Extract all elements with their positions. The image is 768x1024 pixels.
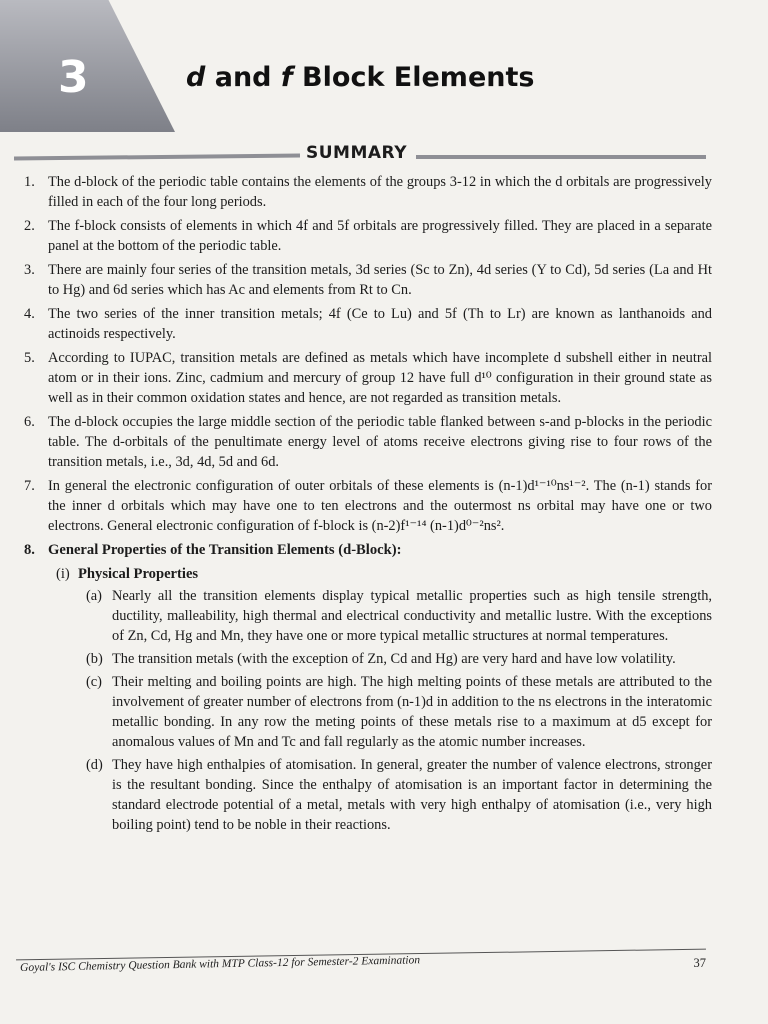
chapter-title-rest: Block Elements <box>292 62 535 93</box>
item-number: 7. <box>24 478 35 494</box>
subsection-label: Physical Properties <box>78 566 199 582</box>
point-letter: (a) <box>86 588 102 604</box>
summary-item <box>24 304 712 344</box>
point-text: Their melting and boiling points are high. The high melting points of these metals are attributed to the involvement of greater number of electrons from (n-1)d in addition to the ns electrons in the interatomic metallic bonding. In any row the meting points of these metals rise to a maximum at d5 except for anomalous values of Mn and Tc and fall regularly as the atomic number increases. <box>112 674 712 750</box>
summary-item <box>24 172 712 212</box>
property-point <box>24 586 712 646</box>
summary-item <box>24 412 712 472</box>
point-text: The transition metals (with the exception of Zn, Cd and Hg) are very hard and have low volatility. <box>112 651 676 667</box>
summary-label: SUMMARY <box>306 143 408 163</box>
point-text: Nearly all the transition elements display typical metallic properties such as high tensile strength, ductility, malleability, high thermal and electrical conductivity and metallic lustre. With the exceptions of Zn, Cd, Hg and Mn, they have one or more typical metallic structures at normal temperatures. <box>112 588 712 644</box>
summary-item <box>24 260 712 300</box>
summary-item <box>24 476 712 536</box>
item-text: The d-block of the periodic table contains the elements of the groups 3-12 in which the d orbitals are progressively filled in each of the four long periods. <box>48 174 712 210</box>
summary-item <box>24 216 712 256</box>
section-number: 8. <box>24 542 35 558</box>
summary-header <box>14 143 706 165</box>
chapter-title <box>186 62 534 93</box>
summary-list <box>24 172 712 838</box>
item-number: 6. <box>24 414 35 430</box>
summary-rule-left <box>14 154 300 161</box>
property-point <box>24 649 712 669</box>
chapter-title-f: f <box>280 62 293 93</box>
item-text: The two series of the inner transition metals; 4f (Ce to Lu) and 5f (Th to Lr) are known as lanthanoids and actinoids respectively. <box>48 306 712 342</box>
subsection-numeral: (i) <box>56 566 70 582</box>
item-number: 4. <box>24 306 35 322</box>
item-text: In general the electronic configuration of outer orbitals of these elements is (n-1)d¹⁻¹⁰ns¹⁻². The (n-1) stands for the inner d orbitals which may have one to ten electrons and the outermost ns orbital may have one or two electrons. General electronic configuration of f-block is (n-2)f¹⁻¹⁴ (n-1)d⁰⁻²ns². <box>48 478 712 534</box>
property-point <box>24 755 712 835</box>
chapter-title-d: d <box>186 62 206 93</box>
item-text: According to IUPAC, transition metals are defined as metals which have incomplete d subshell either in neutral atom or in their ions. Zinc, cadmium and mercury of group 12 have full d¹⁰ configuration in their ground state as well as in their common oxidation states and hence, are not regarded as transition metals. <box>48 350 712 406</box>
page-number: 37 <box>693 956 706 970</box>
summary-rule-right <box>416 155 706 159</box>
summary-item <box>24 348 712 408</box>
point-letter: (b) <box>86 651 103 667</box>
item-number: 5. <box>24 350 35 366</box>
item-text: The d-block occupies the large middle section of the periodic table flanked between s-and p-blocks in the periodic table. The d-orbitals of the penultimate energy level of atoms receive electrons giving rise to four rows of the transition metals, i.e., 3d, 4d, 5d and 6d. <box>48 414 712 470</box>
section-heading-text: General Properties of the Transition Elements (d-Block): <box>48 542 402 558</box>
item-number: 3. <box>24 262 35 278</box>
property-point <box>24 672 712 752</box>
footer-book-title: Goyal's ISC Chemistry Question Bank with MTP Class-12 for Semester-2 Examination <box>20 954 421 974</box>
point-letter: (d) <box>86 757 103 773</box>
chapter-title-mid: and <box>205 62 281 93</box>
item-number: 1. <box>24 174 35 190</box>
item-number: 2. <box>24 218 35 234</box>
point-text: They have high enthalpies of atomisation. In general, greater the number of valence electrons, stronger is the resultant bonding. Since the enthalpy of atomisation is an important factor in determining the standard electrode potential of a metal, metals with very high enthalpy of atomisation (i.e., very high boiling point) tend to be noble in their reactions. <box>112 757 712 833</box>
chapter-number: 3 <box>58 52 89 103</box>
subsection-heading <box>24 564 712 584</box>
item-text: The f-block consists of elements in which 4f and 5f orbitals are progressively filled. They are placed in a separate panel at the bottom of the periodic table. <box>48 218 712 254</box>
point-letter: (c) <box>86 674 102 690</box>
item-text: There are mainly four series of the transition metals, 3d series (Sc to Zn), 4d series (Y to Cd), 5d series (La and Ht to Hg) and 6d series which has Ac and elements from Rt to Cn. <box>48 262 712 298</box>
section-heading <box>24 540 712 560</box>
